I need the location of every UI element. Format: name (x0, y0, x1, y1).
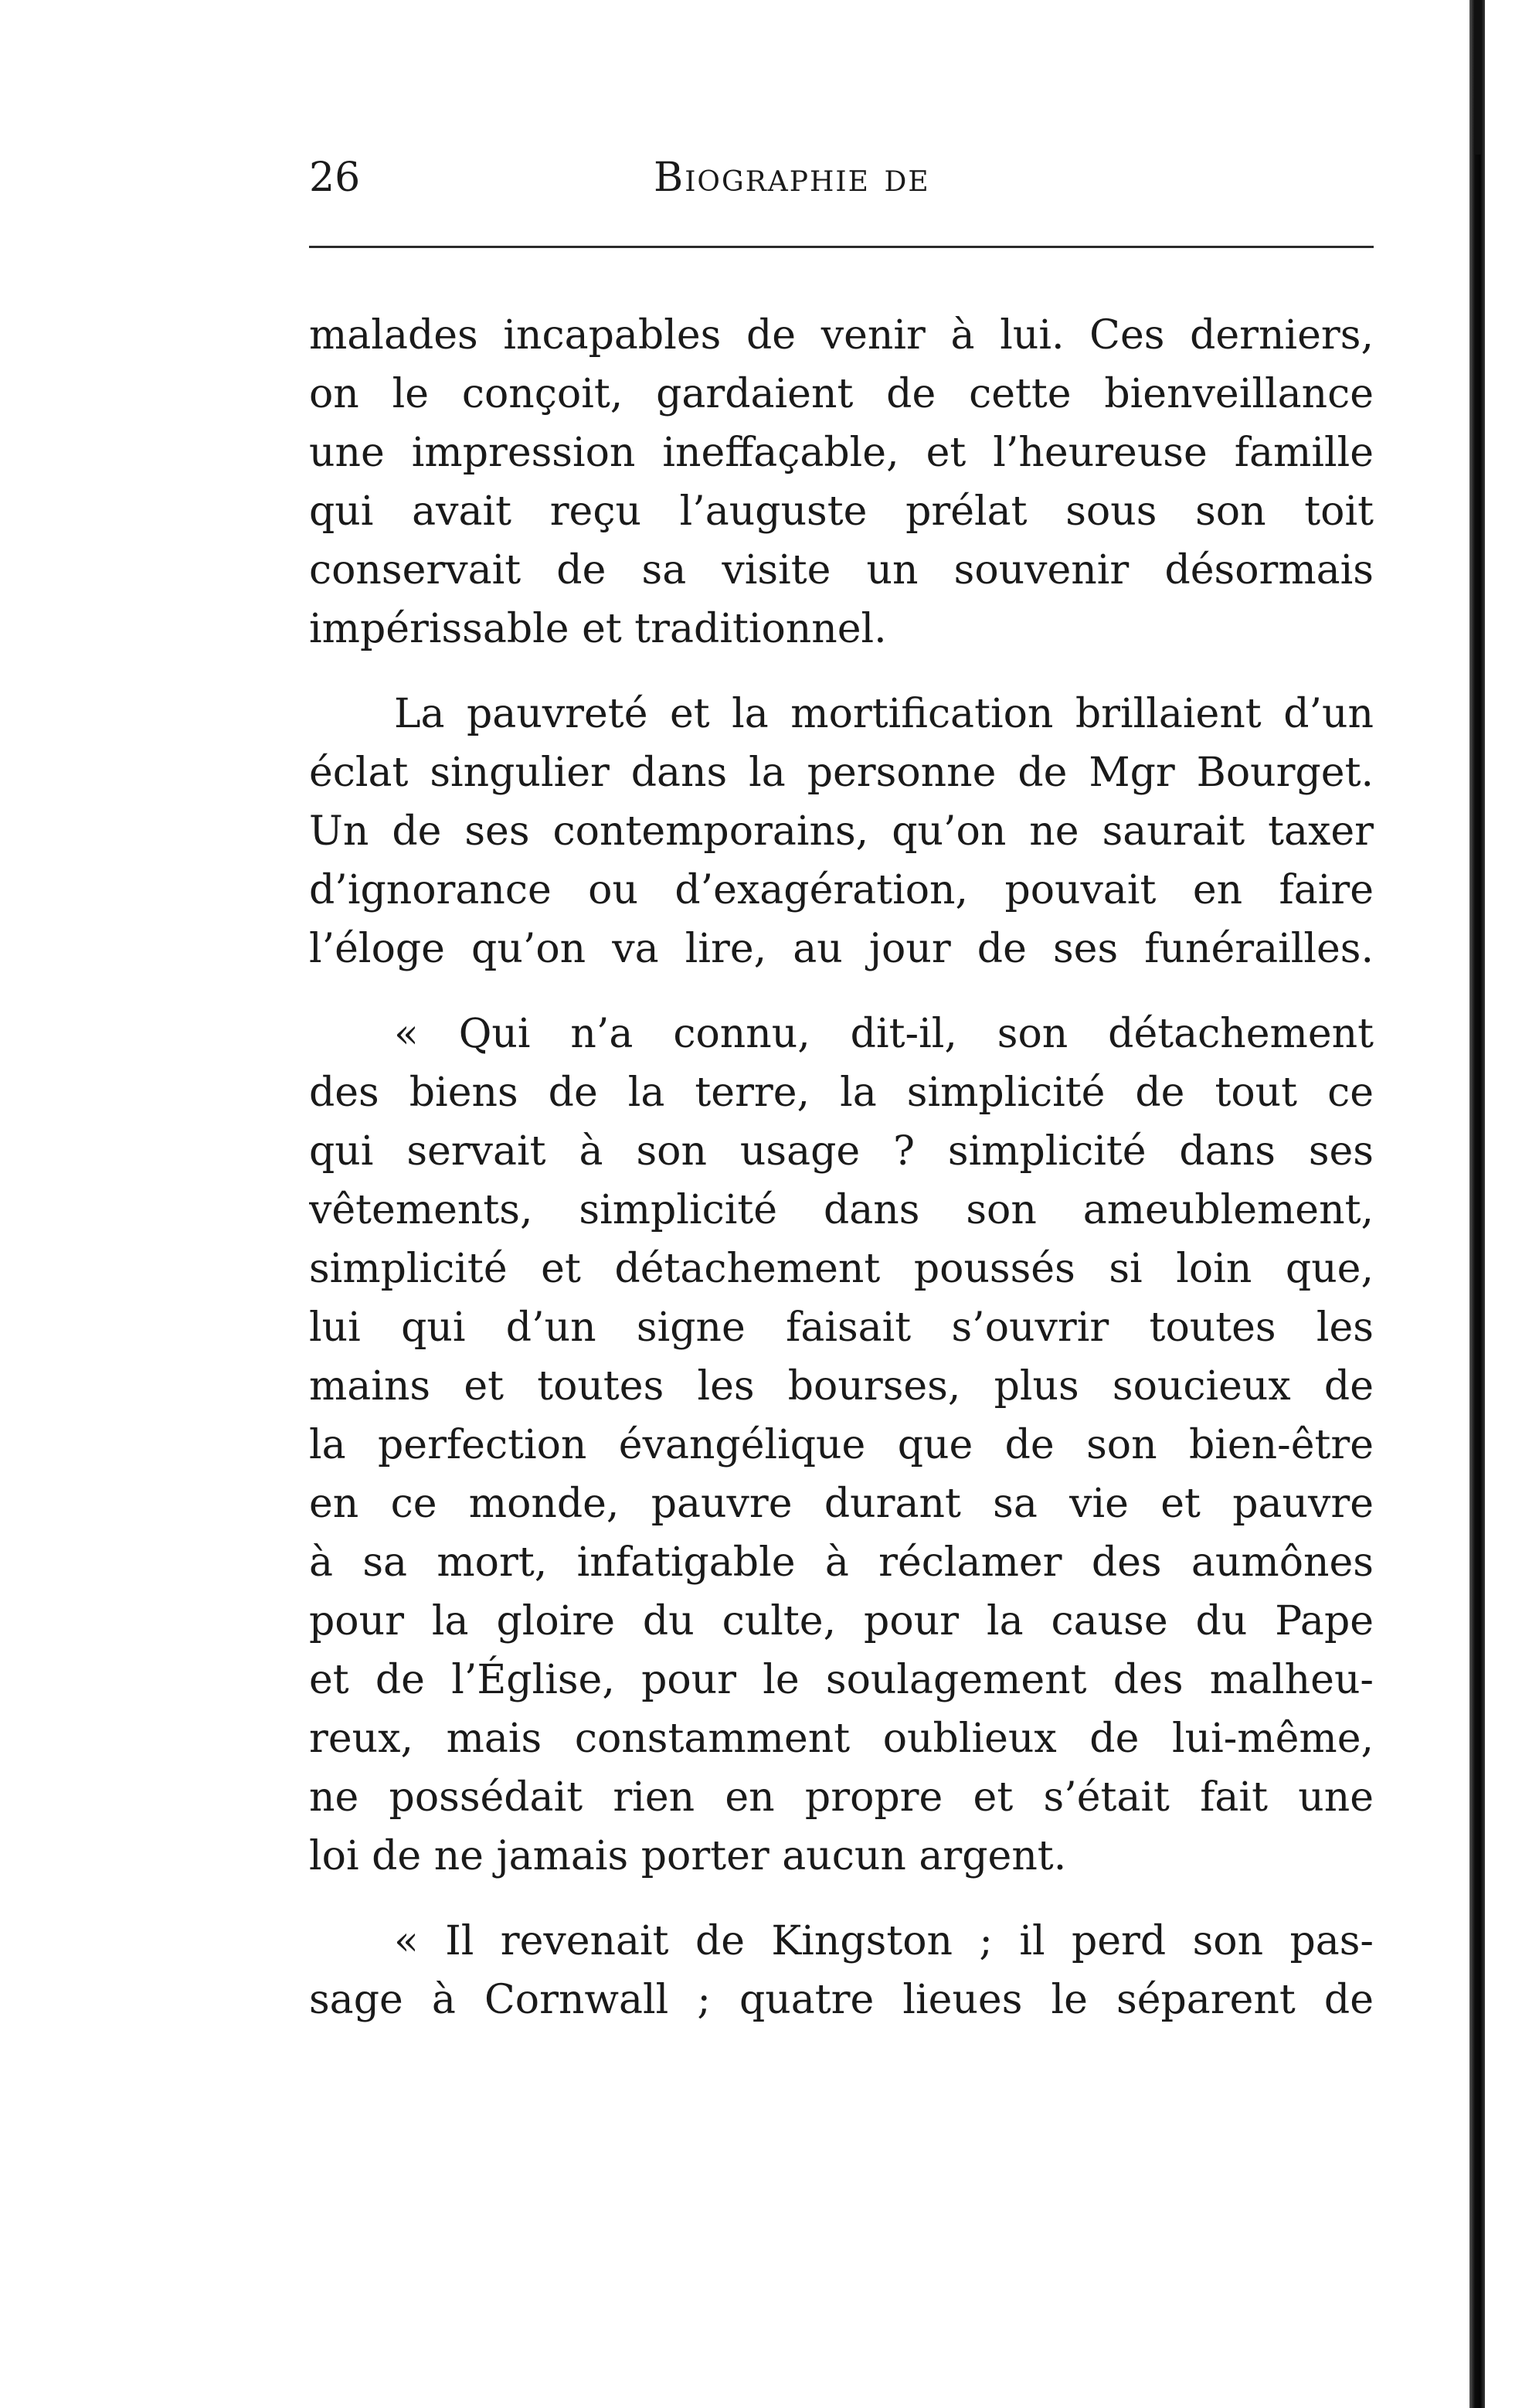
paragraph-1 (309, 306, 1374, 658)
text-line: qui servait à son usage ? simplicité dans ses (309, 1128, 1374, 1175)
text-line: reux, mais constamment oublieux de lui-même, (309, 1716, 1374, 1762)
text-line: mains et toutes les bourses, plus soucieux de (309, 1363, 1374, 1410)
text-line: pour la gloire du culte, pour la cause du Pape (309, 1598, 1374, 1644)
text-line: « Il revenait de Kingston ; il perd son pas- (394, 1918, 1374, 1964)
header-rule (309, 246, 1374, 248)
text-line: sage à Cornwall ; quatre lieues le séparent de (309, 1977, 1374, 2023)
text-line: à sa mort, infatigable à réclamer des aumônes (309, 1539, 1374, 1586)
text-line: une impression ineffaçable, et l’heureuse famille (309, 430, 1374, 476)
text-line: Un de ses contemporains, qu’on ne saurait taxer (309, 808, 1374, 855)
text-line: vêtements, simplicité dans son ameublement, (309, 1187, 1374, 1233)
running-title: Biographie de (654, 155, 930, 201)
text-line: des biens de la terre, la simplicité de tout ce (309, 1070, 1374, 1116)
paragraph-2 (309, 685, 1374, 978)
text-line: la perfection évangélique que de son bien-être (309, 1422, 1374, 1468)
text-line: malades incapables de venir à lui. Ces derniers, (309, 312, 1374, 359)
binding-edge-top (1474, 0, 1482, 155)
text-line: loi de ne jamais porter aucun argent. (309, 1833, 1067, 1879)
text-line: d’ignorance ou d’exagération, pouvait en faire (309, 867, 1374, 913)
text-line: l’éloge qu’on va lire, au jour de ses funérailles. (309, 926, 1374, 972)
text-line: lui qui d’un signe faisait s’ouvrir toutes les (309, 1304, 1374, 1351)
text-line: « Qui n’a connu, dit-il, son détachement (394, 1011, 1374, 1057)
paragraph-3 (309, 1005, 1374, 1886)
text-line: simplicité et détachement poussés si loin que, (309, 1246, 1374, 1292)
text-line: éclat singulier dans la personne de Mgr Bourget. (309, 750, 1374, 796)
page-number: 26 (309, 155, 361, 201)
text-line: La pauvreté et la mortification brillaient d’un (394, 691, 1374, 737)
paragraph-gap (309, 1886, 1374, 1912)
text-line: en ce monde, pauvre durant sa vie et pauvre (309, 1481, 1374, 1527)
text-line: impérissable et traditionnel. (309, 606, 887, 652)
text-line: conservait de sa visite un souvenir désormais (309, 547, 1374, 593)
paragraph-gap (309, 658, 1374, 685)
binding-edge (1469, 0, 1485, 2408)
paragraph-gap (309, 978, 1374, 1005)
text-line: et de l’Église, pour le soulagement des malheu- (309, 1657, 1374, 1703)
text-line: on le conçoit, gardaient de cette bienveillance (309, 371, 1374, 417)
text-line: ne possédait rien en propre et s’était fait une (309, 1774, 1374, 1821)
text-block (309, 306, 1374, 2029)
text-line: qui avait reçu l’auguste prélat sous son toit (309, 488, 1374, 535)
paragraph-4 (309, 1912, 1374, 2029)
